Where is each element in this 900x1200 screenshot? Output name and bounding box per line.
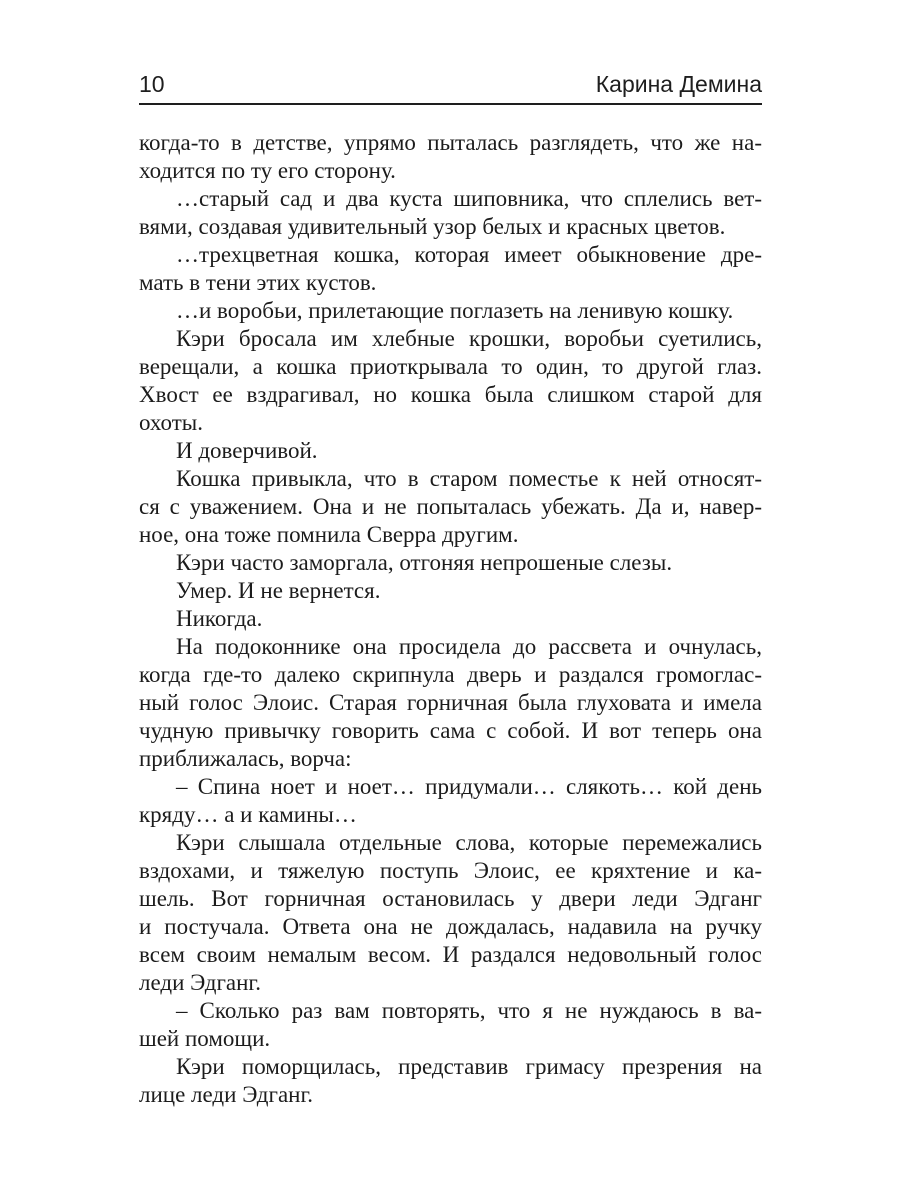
text-line: Умер. И не вернется. — [176, 578, 381, 603]
running-header — [139, 70, 762, 105]
text-line: ный голос Элоис. Старая горничная была глуховата и имела — [139, 690, 762, 715]
text-line: кряду… а и камины… — [139, 802, 357, 827]
text-line: …трехцветная кошка, которая имеет обыкновение дре- — [176, 242, 762, 267]
text-line: мать в тени этих кустов. — [139, 270, 377, 295]
text-line: – Сколько раз вам повторять, что я не нуждаюсь в ва- — [176, 998, 762, 1023]
text-line: шель. Вот горничная остановилась у двери леди Эдганг — [139, 886, 762, 911]
text-line: …старый сад и два куста шиповника, что сплелись вет- — [176, 186, 762, 211]
text-line: вями, создавая удивительный узор белых и красных цветов. — [139, 214, 726, 239]
text-line: ходится по ту его сторону. — [139, 158, 396, 183]
page-number: 10 — [139, 71, 165, 97]
text-line: охоты. — [139, 410, 204, 435]
text-line: Кэри часто заморгала, отгоняя непрошеные слезы. — [176, 550, 673, 575]
text-line: И доверчивой. — [176, 438, 318, 463]
text-line: шей помощи. — [139, 1026, 271, 1051]
text-line: Кошка привыкла, что в старом поместье к ней относят- — [176, 466, 762, 491]
text-line: На подоконнике она просидела до рассвета и очнулась, — [176, 634, 762, 659]
text-line: ся с уважением. Она и не попыталась убежать. Да и, навер- — [139, 494, 762, 519]
text-line: всем своим немалым весом. И раздался недовольный голос — [139, 942, 762, 967]
text-line: Кэри слышала отдельные слова, которые перемежались — [176, 830, 762, 855]
text-line: Хвост ее вздрагивал, но кошка была слишком старой для — [139, 382, 762, 407]
text-line: Кэри бросала им хлебные крошки, воробьи суетились, — [176, 326, 762, 351]
text-line: чудную привычку говорить сама с собой. И вот теперь она — [139, 718, 762, 743]
text-line: Никогда. — [176, 606, 263, 631]
text-line: ное, она тоже помнила Сверра другим. — [139, 522, 519, 547]
text-line: верещали, а кошка приоткрывала то один, то другой глаз. — [139, 354, 762, 379]
text-block — [139, 129, 762, 1109]
text-line: – Спина ноет и ноет… придумали… слякоть… кой день — [176, 774, 762, 799]
text-line: …и воробьи, прилетающие поглазеть на ленивую кошку. — [176, 298, 734, 323]
running-title: Карина Демина — [595, 71, 762, 97]
text-line: приближалась, ворча: — [139, 746, 352, 771]
text-line: вздохами, и тяжелую поступь Элоис, ее кряхтение и ка- — [139, 858, 762, 883]
text-line: когда-то в детстве, упрямо пыталась разглядеть, что же на- — [139, 130, 762, 155]
text-line: лице леди Эдганг. — [139, 1082, 314, 1107]
text-line: когда где-то далеко скрипнула дверь и раздался громоглас- — [139, 662, 762, 687]
text-line: Кэри поморщилась, представив гримасу презрения на — [176, 1054, 762, 1079]
text-line: и постучала. Ответа она не дождалась, надавила на ручку — [139, 914, 762, 939]
text-line: леди Эдганг. — [139, 970, 261, 995]
